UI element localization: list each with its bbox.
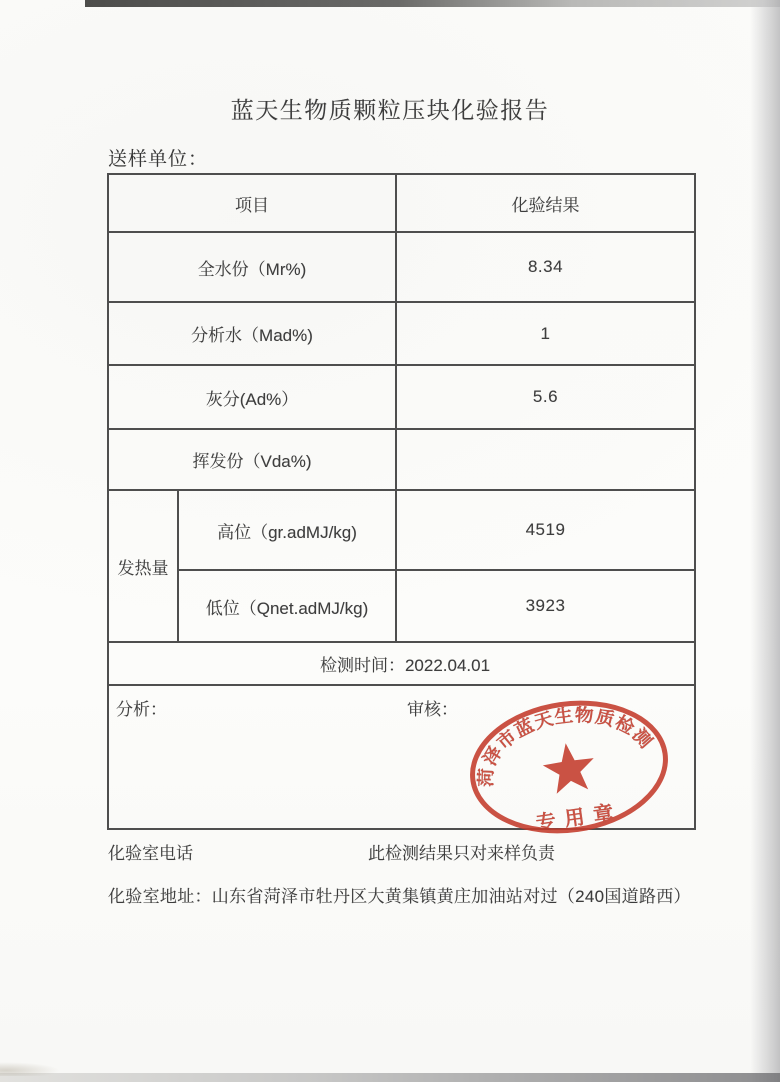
stamp-star-icon [540,740,598,795]
header-result: 化验结果 [396,174,695,232]
scanner-top-edge-artifact [85,0,780,7]
report-title: 蓝天生物质颗粒压块化验报告 [230,97,550,123]
table-row [108,365,695,429]
scanner-right-edge-artifact [750,0,780,1082]
calorific-group-label: 发热量 [108,490,178,642]
reviewer-label: 审核： [407,700,458,719]
table-row [108,570,695,642]
lab-phone-label: 化验室电话 [108,844,193,863]
row-label: 分析水（Mad%) [108,302,396,365]
row-label: 低位（Qnet.adMJ/kg) [178,570,396,642]
signature-cell [108,685,695,836]
analyst-label: 分析： [116,700,167,719]
row-label: 灰分(Ad%） [108,365,396,429]
row-value: 3923 [396,570,695,642]
scanner-smudge-artifact [0,1062,60,1076]
table-row [108,232,695,302]
header-item: 项目 [108,174,396,232]
test-time-label: 检测时间：2022.04.01 [108,642,695,685]
table-header-row [108,174,695,232]
row-label: 挥发份（Vda%) [108,429,396,490]
scanner-bottom-edge-artifact [0,1073,780,1082]
row-label: 全水份（Mr%) [108,232,396,302]
test-time-row [108,642,695,685]
signature-row [108,685,695,829]
table-row [108,490,695,570]
row-value: 4519 [396,490,695,570]
disclaimer-text: 此检测结果只对来样负责 [368,844,555,863]
table-row [108,302,695,365]
lab-address: 化验室地址：山东省菏泽市牡丹区大黄集镇黄庄加油站对过（240国道路西） [108,887,691,906]
company-stamp [459,692,679,842]
table-row [108,429,695,490]
row-value [396,429,695,490]
row-value: 5.6 [396,365,695,429]
row-value: 8.34 [396,232,695,302]
row-value: 1 [396,302,695,365]
stamp-seal-graphic [459,692,679,842]
results-table [107,173,696,836]
stamp-bottom-text: 专用章 [534,801,624,836]
row-label: 高位（gr.adMJ/kg) [178,490,396,570]
stamp-arc-text: 菏泽市蓝天生物质检测 [475,704,657,788]
sample-unit-label: 送样单位： [108,149,209,170]
